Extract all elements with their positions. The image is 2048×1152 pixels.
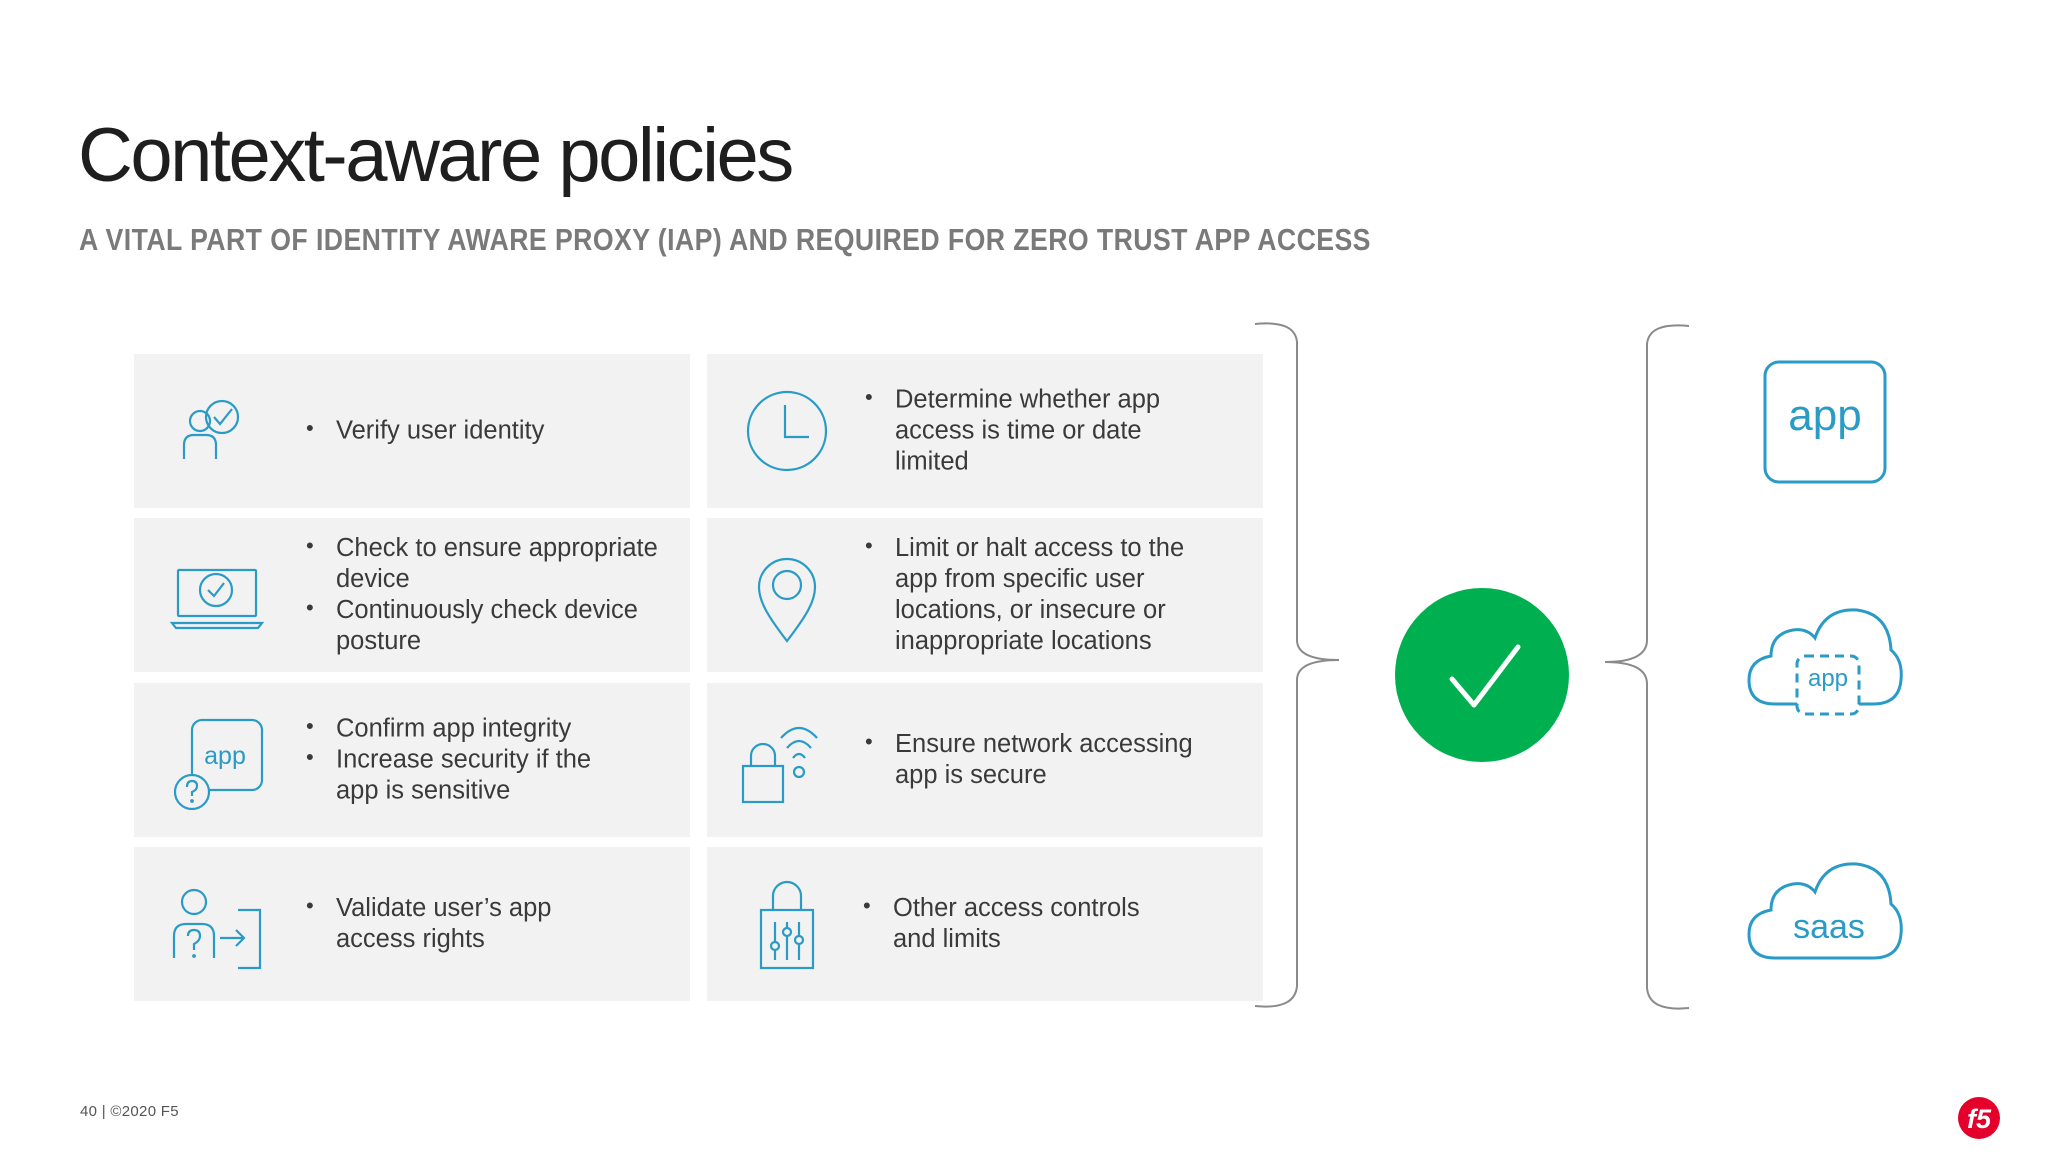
- bullet-text: • Ensure network accessing app is secure: [865, 729, 1235, 791]
- cloud-app-icon: [1745, 604, 1905, 716]
- bullet-text: • Other access controls and limits: [863, 893, 1183, 955]
- app-icon-label: app: [204, 742, 246, 770]
- lock-sliders-icon: [737, 874, 837, 974]
- cloud-app-label: app: [1807, 665, 1849, 692]
- app-box-icon: [1763, 360, 1887, 484]
- left-brace: [1605, 322, 1695, 1012]
- policy-card-verify-identity: [134, 354, 690, 508]
- policy-card-device-check: [134, 518, 690, 672]
- app-box-label: app: [1788, 391, 1862, 440]
- bullet-text: • Check to ensure appropriate device: [306, 533, 686, 595]
- policy-card-location-limit: [707, 518, 1263, 672]
- policy-card-network-secure: [707, 683, 1263, 837]
- policy-card-other-controls: [707, 847, 1263, 1001]
- clock-icon: [737, 381, 837, 481]
- cloud-saas-label: saas: [1793, 908, 1865, 946]
- cloud-saas-icon: [1745, 858, 1905, 964]
- policy-card-app-integrity: [134, 683, 690, 837]
- user-question-login-icon: [168, 874, 268, 974]
- bullet-text: • Increase security if the app is sensitive: [306, 745, 626, 807]
- bullet-text: • Confirm app integrity: [306, 714, 626, 745]
- location-pin-icon: [737, 545, 837, 645]
- user-check-icon: [168, 381, 268, 481]
- bullet-text: • Verify user identity: [306, 416, 544, 447]
- logo-text: f5: [1966, 1104, 1992, 1134]
- bullet-text: • Continuously check device posture: [306, 595, 666, 657]
- page-title: Context-aware policies: [78, 113, 792, 198]
- bullet-text: • Validate user’s app access rights: [306, 893, 606, 955]
- page-footer: 40 | ©2020 F5: [80, 1103, 179, 1120]
- page-subtitle: A VITAL PART OF IDENTITY AWARE PROXY (IAP) AND REQUIRED FOR ZERO TRUST APP ACCESS: [79, 222, 1371, 257]
- check-circle-icon: [1394, 587, 1570, 763]
- bullet-text: • Determine whether app access is time or date limited: [865, 385, 1185, 478]
- laptop-check-icon: [168, 545, 268, 645]
- policy-card-time-limited: [707, 354, 1263, 508]
- app-question-icon: [168, 710, 268, 810]
- policy-card-access-rights: [134, 847, 690, 1001]
- f5-logo-icon: [1957, 1096, 2001, 1140]
- bullet-text: • Limit or halt access to the app from specific user locations, or insecure or inappropriate locations: [865, 533, 1225, 657]
- lock-wifi-icon: [737, 710, 837, 810]
- right-brace: [1255, 320, 1345, 1010]
